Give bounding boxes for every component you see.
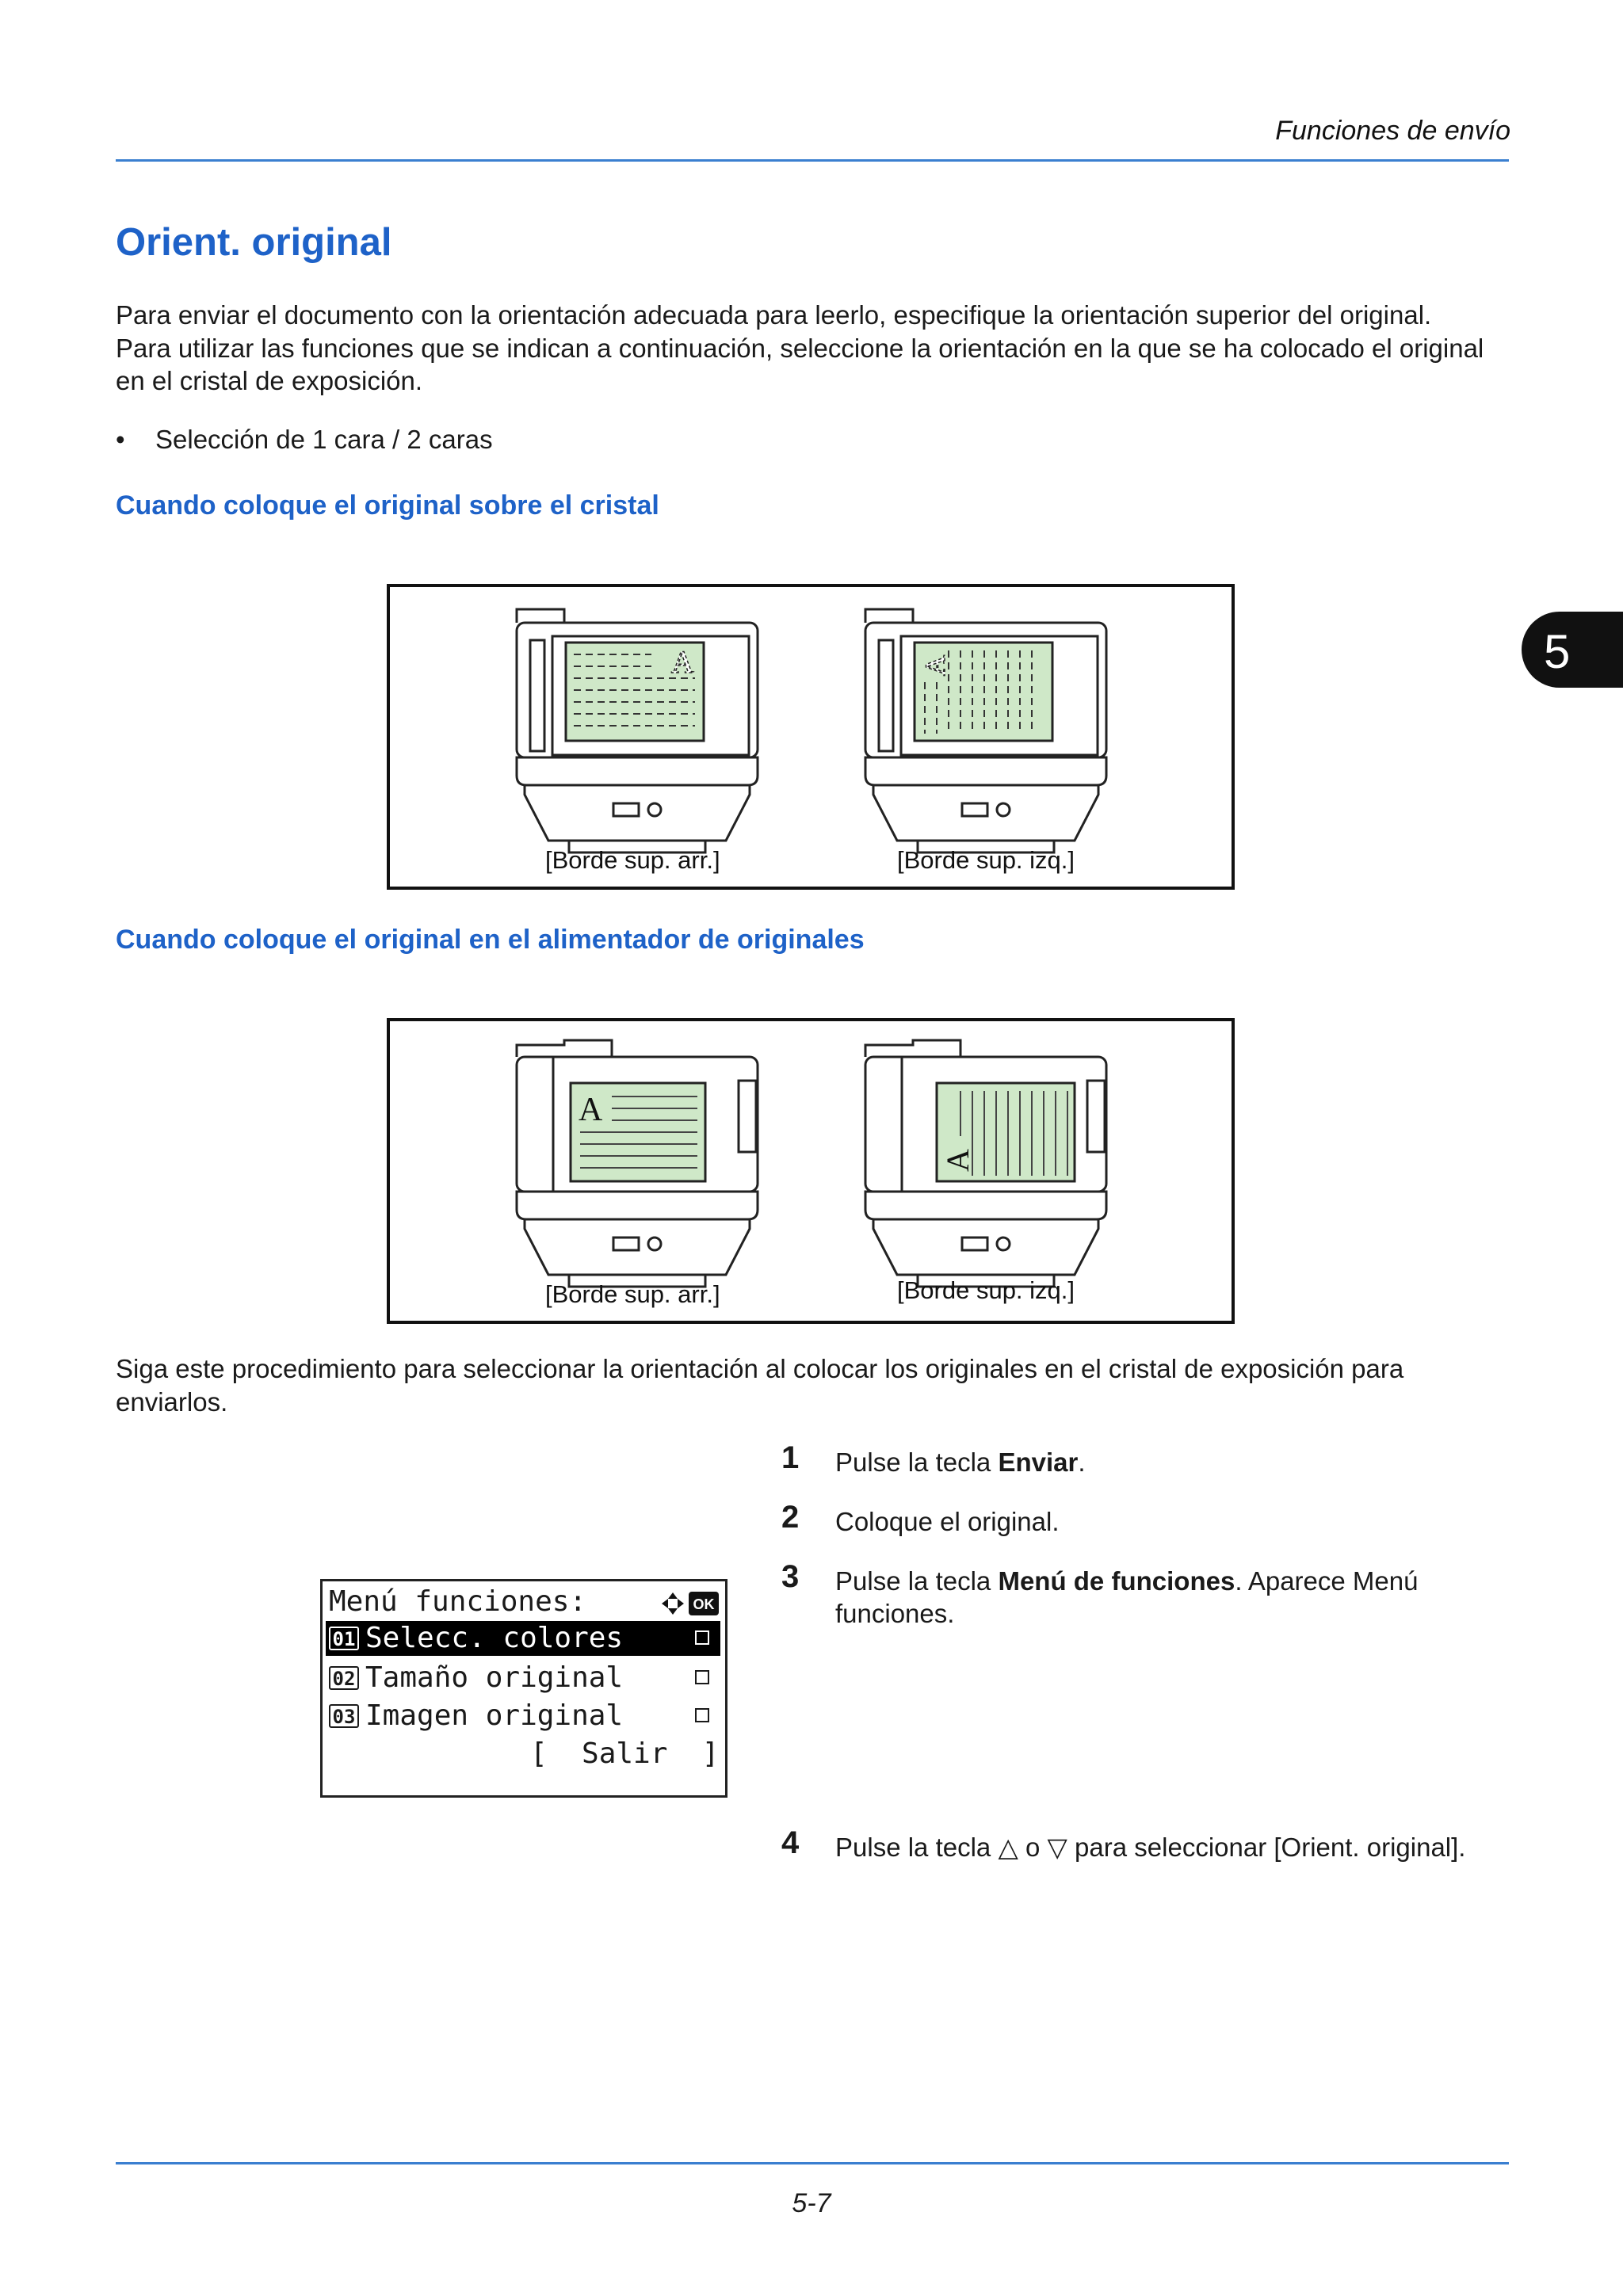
glyph-right-glass: A (919, 655, 951, 676)
glass-illustration (390, 587, 1232, 887)
lcd-exit[interactable]: [ Salir ] (530, 1737, 720, 1770)
section-heading-glass: Cuando coloque el original sobre el cristal (116, 490, 659, 521)
header-rule (116, 159, 1509, 162)
caption-left-glass: [Borde sup. arr.] (545, 846, 720, 874)
lcd-item-2[interactable] (329, 1661, 720, 1695)
caption-right-feeder: [Borde sup. izq.] (897, 1276, 1075, 1304)
step-3-text: Pulse la tecla Menú de funciones. Aparece Menú funciones. (835, 1566, 1419, 1628)
key-menu-funciones: Menú de funciones (998, 1566, 1235, 1596)
lcd-nav-ok-indicator (660, 1589, 724, 1625)
lcd-item-2-number: 02 (329, 1666, 359, 1690)
figure-glass (387, 584, 1235, 890)
chapter-tab (1522, 612, 1623, 688)
bullet-item (116, 425, 493, 455)
lcd-item-1-number: 01 (329, 1627, 359, 1650)
feeder-illustration (390, 1021, 1232, 1321)
step-4-text: Pulse la tecla △ o ▽ para seleccionar [Orient. original]. (835, 1833, 1466, 1862)
lcd-item-3[interactable] (329, 1699, 720, 1733)
step-1-text: Pulse la tecla Enviar. (835, 1447, 1086, 1477)
intro-line-2: Para utilizar las funciones que se indican a continuación, seleccione la orientación en la que se ha colocado el original (116, 333, 1484, 363)
footer-rule (116, 2162, 1509, 2164)
intro-paragraph (116, 299, 1518, 398)
caption-right-glass: [Borde sup. izq.] (897, 846, 1075, 874)
glyph-left-feeder: A (579, 1092, 603, 1128)
lcd-title: Menú funciones: (329, 1585, 587, 1618)
step-2-number: 2 (781, 1500, 800, 1535)
glyph-right-feeder: A (940, 1149, 976, 1172)
lcd-item-3-label: Imagen original (365, 1699, 624, 1732)
caption-left-feeder: [Borde sup. arr.] (545, 1280, 720, 1308)
intro-line-3: en el cristal de exposición. (116, 366, 423, 395)
checkbox-icon (695, 1670, 709, 1684)
page-number: 5-7 (792, 2188, 831, 2218)
section-heading-feeder: Cuando coloque el original en el alimentador de originales (116, 925, 865, 955)
header-section-title: Funciones de envío (1275, 116, 1510, 146)
lcd-item-1-label: Selecc. colores (365, 1622, 624, 1654)
intro-line-1: Para enviar el documento con la orientación adecuada para leerlo, especifique la orientación superior del original. (116, 300, 1432, 330)
step-3-number: 3 (781, 1559, 800, 1594)
step-2-text: Coloque el original. (835, 1507, 1060, 1536)
lcd-item-3-number: 03 (329, 1704, 359, 1728)
key-enviar: Enviar (998, 1447, 1079, 1477)
procedure-intro-line-2: enviarlos. (116, 1386, 228, 1417)
figure-feeder (387, 1018, 1235, 1324)
lcd-screen (320, 1579, 727, 1798)
ok-label: OK (693, 1596, 715, 1612)
nav-arrows-icon (660, 1589, 724, 1618)
procedure-intro (116, 1352, 1518, 1418)
step-1-number: 1 (781, 1440, 800, 1475)
lcd-item-1[interactable] (326, 1621, 720, 1656)
bullet-symbol: • (116, 425, 125, 454)
glyph-left-glass: A (671, 644, 694, 680)
bullet-text: Selección de 1 cara / 2 caras (155, 425, 493, 454)
page-title: Orient. original (116, 221, 392, 264)
chapter-number: 5 (1544, 625, 1571, 678)
checkbox-icon (695, 1630, 709, 1645)
lcd-item-2-label: Tamaño original (365, 1661, 624, 1694)
procedure-intro-line-1: Siga este procedimiento para seleccionar la orientación al colocar los originales en el cristal de exposición para (116, 1354, 1404, 1383)
step-4-number: 4 (781, 1825, 800, 1860)
checkbox-icon (695, 1708, 709, 1722)
